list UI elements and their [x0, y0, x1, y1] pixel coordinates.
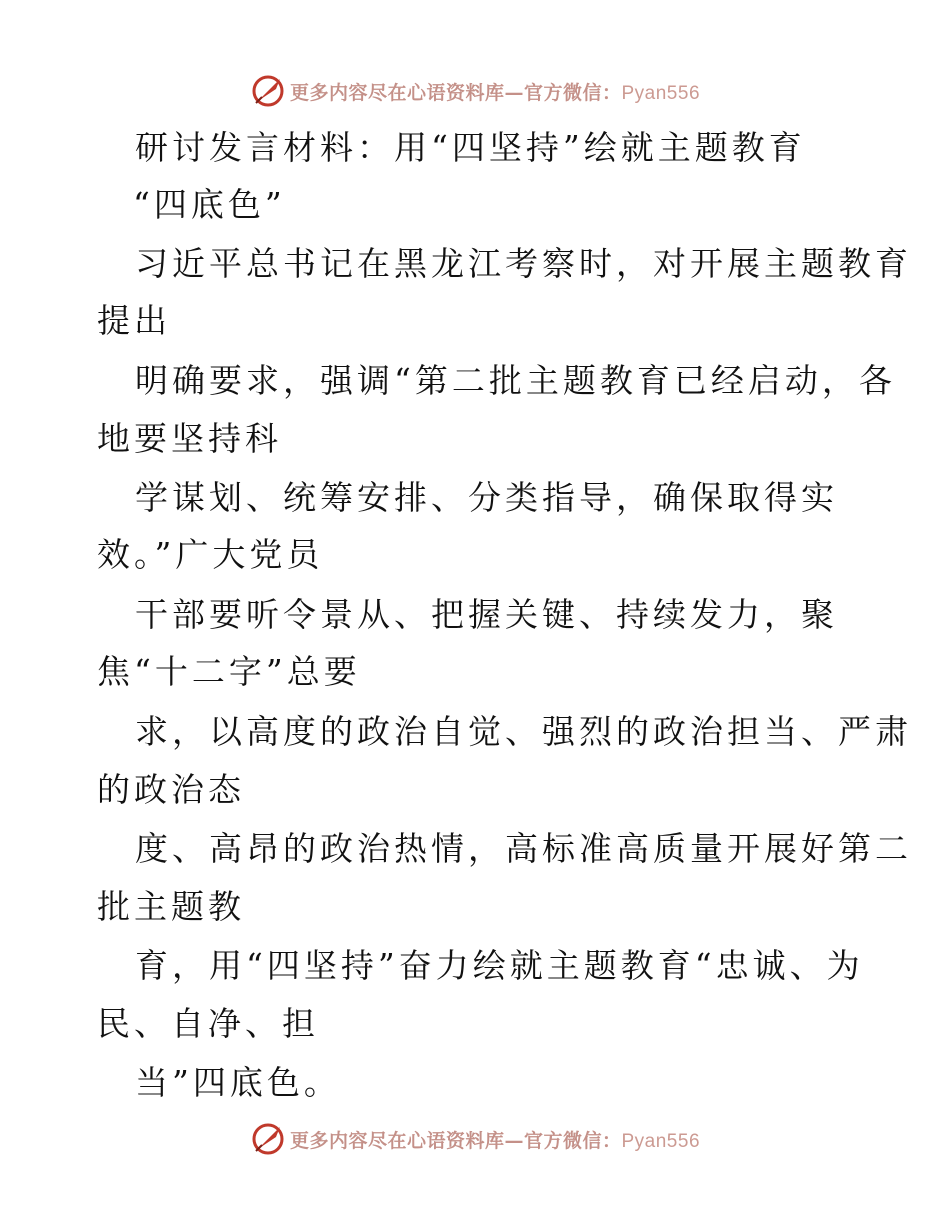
banner-text: 更多内容尽在心语资料库—官方微信： — [289, 1129, 622, 1152]
doc-text-line: 求，以高度的政治自觉、强烈的政治担当、严肃 — [135, 712, 912, 751]
banner-wechat-id: Pyan556 — [621, 1130, 701, 1152]
footer-banner — [0, 1119, 950, 1159]
doc-text-line: 民、自净、担 — [97, 1004, 319, 1043]
banner-wechat-id: Pyan556 — [621, 82, 701, 104]
header-banner — [0, 71, 950, 111]
quill-pen-logo-icon — [250, 1121, 286, 1157]
doc-text-line: 明确要求，强调“第二批主题教育已经启动，各 — [135, 361, 896, 400]
doc-text-line: 焦“十二字”总要 — [97, 652, 361, 691]
doc-text-line: 育，用“四坚持”奋力绘就主题教育“忠诚、为 — [135, 946, 864, 985]
banner-text: 更多内容尽在心语资料库—官方微信： — [289, 81, 622, 104]
doc-text-line: 度、高昂的政治热情，高标准高质量开展好第二 — [135, 829, 912, 868]
doc-text-line: 学谋划、统筹安排、分类指导，确保取得实 — [135, 478, 838, 517]
doc-title-line: 研讨发言材料：用“四坚持”绘就主题教育 — [135, 128, 806, 167]
doc-text-line: 干部要听令景从、把握关键、持续发力，聚 — [135, 595, 838, 634]
doc-text-line: 地要坚持科 — [97, 419, 282, 458]
doc-text-line: 效。”广大党员 — [97, 535, 324, 574]
doc-text-line: 习近平总书记在黑龙江考察时，对开展主题教育 — [135, 244, 912, 283]
doc-text-line: 的政治态 — [97, 770, 245, 809]
doc-text-line: 批主题教 — [97, 887, 245, 926]
doc-text-line: 当”四底色。 — [135, 1063, 341, 1102]
quill-pen-logo-icon — [250, 73, 286, 109]
doc-text-line: 提出 — [97, 301, 171, 340]
doc-title-line: “四底色” — [133, 185, 286, 224]
